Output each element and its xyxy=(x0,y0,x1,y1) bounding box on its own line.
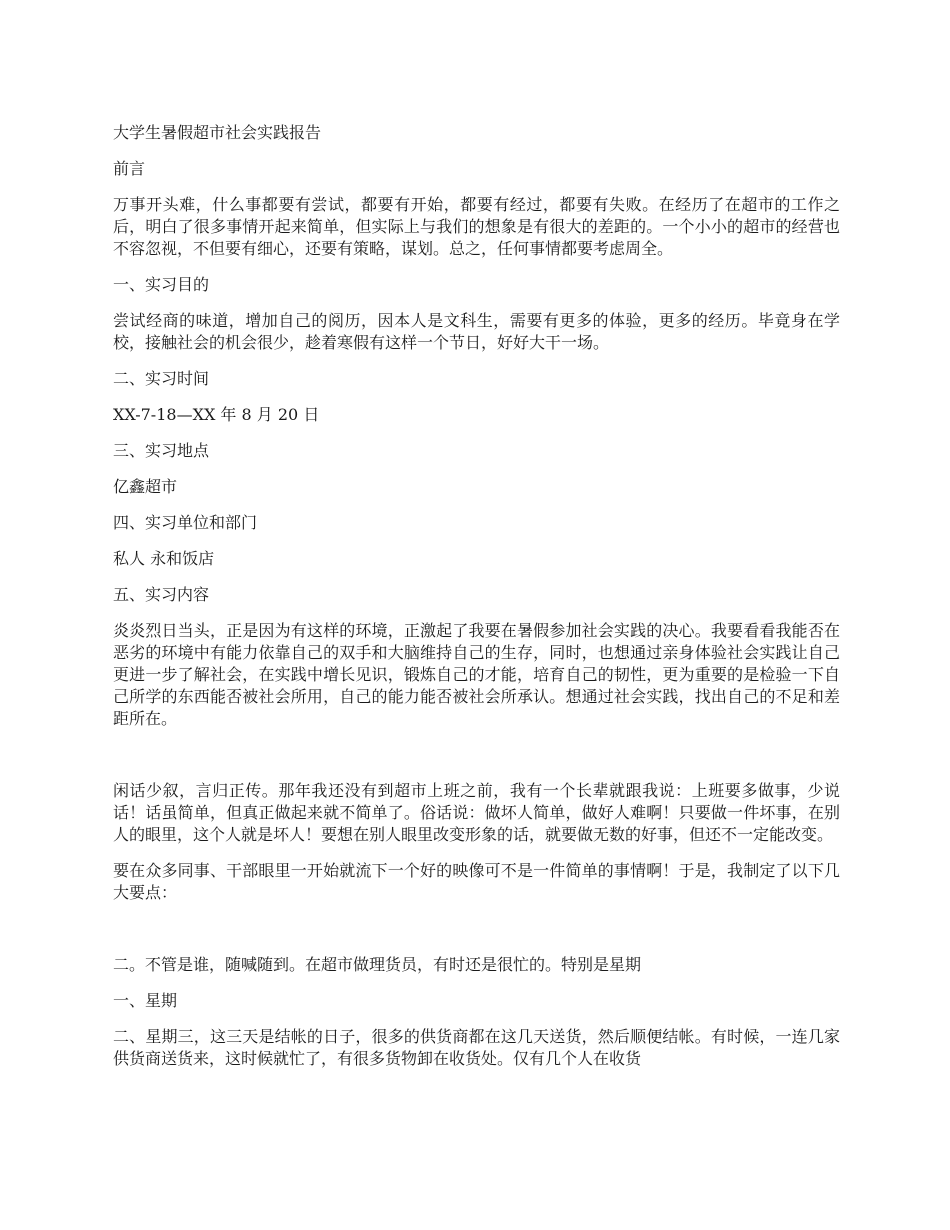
section-5-paragraph: 炎炎烈日当头，正是因为有这样的环境，正激起了我要在暑假参加社会实践的决心。我要看看我能否在恶劣的环境中有能力依靠自己的双手和大脑维持自己的生存，同时，也想通过亲身体验社会实践让自己更进一步了解社会，在实践中增长见识，锻炼自己的才能，培育自己的韧性，更为重要的是检验一下自己所学的东西能否被社会所用，自己的能力能否被社会所承认。想通过社会实践，找出自己的不足和差距所在。 xyxy=(113,621,840,728)
section-1-paragraph: 尝试经商的味道，增加自己的阅历，因本人是文科生，需要有更多的体验，更多的经历。毕竟身在学校，接触社会的机会很少，趁着寒假有这样一个节日，好好大干一场。 xyxy=(113,311,840,352)
section-5-heading: 五、实习内容 xyxy=(113,585,210,604)
section-1-heading: 一、实习目的 xyxy=(113,275,210,294)
gossip-paragraph: 闲话少叙，言归正传。那年我还没有到超市上班之前，我有一个长辈就跟我说：上班要多做事，少说话！话虽简单，但真正做起来就不简单了。俗话说：做坏人简单，做好人难啊！只要做一件坏事，在别人的眼里，这个人就是坏人！要想在别人眼里改变形象的话，就要做无数的好事，但还不一定能改变。 xyxy=(113,781,840,844)
section-2-heading: 二、实习时间 xyxy=(113,369,210,388)
section-3-heading: 三、实习地点 xyxy=(113,441,210,460)
spacer xyxy=(113,918,840,954)
week-one-paragraph: 一、星期 xyxy=(113,991,178,1010)
document-title: 大学生暑假超市社会实践报告 xyxy=(113,123,322,142)
section-4-paragraph: 私人 永和饭店 xyxy=(113,549,215,568)
spacer xyxy=(113,744,840,780)
foreword-paragraph: 万事开头难，什么事都要有尝试，都要有开始，都要有经过，都要有失败。在经历了在超市的工作之后，明白了很多事情开起来简单，但实际上与我们的想象是有很大的差距的。一个小小的超市的经营也不容忽视，不但要有细心，还要有策略，谋划。总之，任何事情都要考虑周全。 xyxy=(113,195,840,258)
section-3-paragraph: 亿鑫超市 xyxy=(113,477,178,496)
section-2-paragraph: XX-7-18—XX 年 8 月 20 日 xyxy=(113,405,320,424)
section-4-heading: 四、实习单位和部门 xyxy=(113,513,258,532)
points-paragraph: 要在众多同事、干部眼里一开始就流下一个好的映像可不是一件简单的事情啊！于是，我制定了以下几大要点： xyxy=(113,861,840,902)
document-body xyxy=(113,122,840,1084)
foreword-heading: 前言 xyxy=(113,159,146,178)
last-paragraph: 二、星期三，这三天是结帐的日子，很多的供货商都在这几天送货，然后顺便结帐。有时候，一连几家供货商送货来，这时候就忙了，有很多货物卸在收货处。仅有几个人在收货 xyxy=(113,1027,840,1068)
point-two-paragraph: 二。不管是谁，随喊随到。在超市做理货员，有时还是很忙的。特别是星期 xyxy=(113,955,642,974)
